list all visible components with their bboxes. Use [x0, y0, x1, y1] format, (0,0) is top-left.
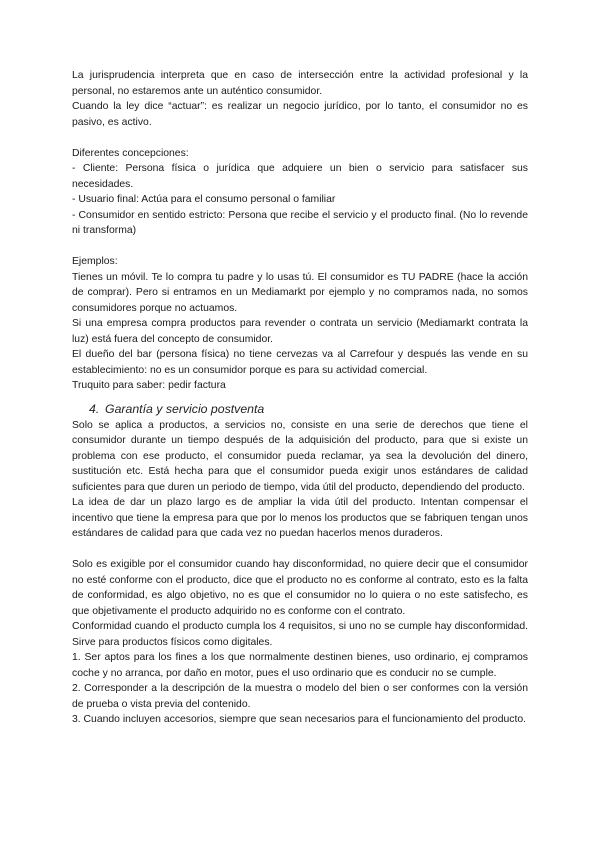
intro-paragraph: La jurisprudencia interpreta que en caso de intersección entre la actividad profesional y la personal, no estaremos ante un auténtico consumidor. — [72, 70, 528, 97]
ejemplos-title: Ejemplos: — [72, 256, 118, 267]
ejemplo-item: Si una empresa compra productos para revender o contrata un servicio (Mediamarkt contrata la luz) está fuera del concepto de consumidor. — [72, 318, 528, 345]
ejemplo-item: El dueño del bar (persona física) no tiene cervezas va al Carrefour y después las vende en su establecimiento: no es un consumidor porque es para su actividad comercial. — [72, 349, 528, 376]
ejemplo-item: Truquito para saber: pedir factura — [72, 380, 226, 391]
section-title: Garantía y servicio postventa — [105, 401, 265, 416]
concepcion-item: - Usuario final: Actúa para el consumo personal o familiar — [72, 194, 336, 205]
concepcion-item: - Consumidor en sentido estricto: Persona que recibe el servicio y el producto final. (No lo revende ni transforma) — [72, 209, 528, 236]
section-paragraph: La idea de dar un plazo largo es de ampliar la vida útil del producto. Intentan compensar el incentivo que tiene la empresa para que por lo menos los productos que se fabriquen tengan unos estándares de calidad para que cada vez no puedan hacerlos menos duraderos. — [72, 497, 528, 539]
concepcion-item: - Cliente: Persona física o jurídica que adquiere un bien o servicio para satisfacer sus necesidades. — [72, 163, 528, 190]
section-heading — [89, 401, 528, 417]
section-paragraph: Solo se aplica a productos, a servicios no, consiste en una serie de derechos que tiene el consumidor durante un tiempo después de la adquisición del producto, para que si existe un problema con ese producto, el consumidor pueda reclamar, ya sea la devolución del dinero, sustitución etc. Está hecha para que el consumidor pueda exigir unos estándares de calidad suficientes para que duren un periodo de tiempo, vida útil del producto, dependiendo del producto. — [72, 419, 528, 493]
spacer — [72, 130, 528, 146]
document-page — [72, 68, 528, 728]
ejemplo-item: Tienes un móvil. Te lo compra tu padre y lo usas tú. El consumidor es TU PADRE (hace la acción de comprar). Pero si entramos en un Mediamarkt por ejemplo y no compramos nada, no somos consumidores porque no actuamos. — [72, 271, 528, 314]
section-number: 4. — [89, 401, 100, 416]
section-paragraph: Solo es exigible por el consumidor cuando hay disconformidad, no quiere decir que el consumidor no esté conforme con el producto, dice que el producto no es conforme al contrato, esto es la falta de conformidad, es algo objetivo, no es que el consumidor no lo quiera o no este satisfecho, es que objetivamente el producto adquirido no es conforme con el contrato. — [72, 559, 528, 617]
spacer — [72, 239, 528, 255]
requisito-item: 1. Ser aptos para los fines a los que normalmente destinen bienes, uso ordinario, ej compramos coche y no arranca, por daño en motor, pues el uso ordinario que es conducir no se cumple. — [72, 652, 528, 679]
requisito-item: 2. Corresponder a la descripción de la muestra o modelo del bien o ser conformes con la versión de prueba o vista previa del contenido. — [72, 683, 528, 710]
concepciones-title: Diferentes concepciones: — [72, 147, 189, 159]
spacer — [72, 542, 528, 558]
intro-paragraph: Cuando la ley dice “actuar”: es realizar un negocio jurídico, por lo tanto, el consumidor no es pasivo, es activo. — [72, 101, 528, 128]
section-paragraph: Conformidad cuando el producto cumpla los 4 requisitos, si uno no se cumple hay disconformidad. Sirve para productos físicos como digitales. — [72, 621, 528, 648]
requisito-item: 3. Cuando incluyen accesorios, siempre que sean necesarios para el funcionamiento del producto. — [72, 714, 526, 725]
